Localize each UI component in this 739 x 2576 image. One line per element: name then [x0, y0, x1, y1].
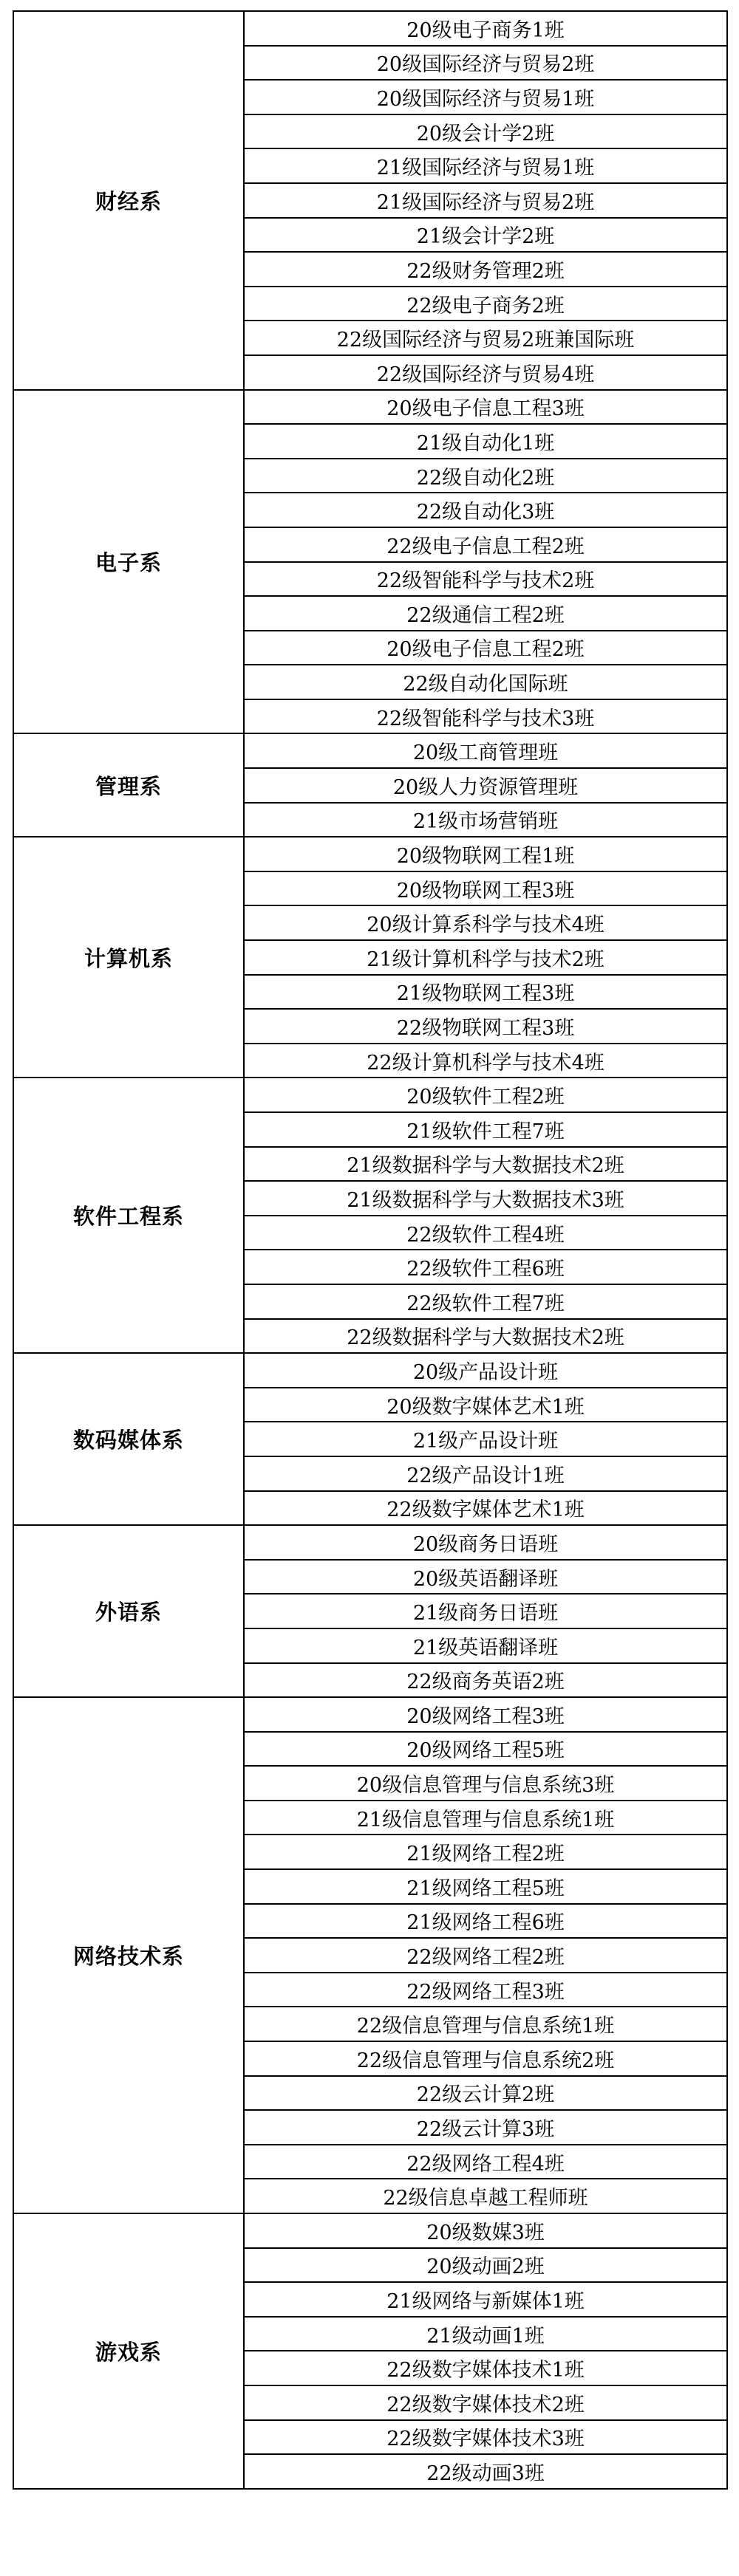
- class-name-cell: 21级动画1班: [244, 2317, 727, 2351]
- class-name-cell: 20级计算系科学与技术4班: [244, 905, 727, 940]
- class-name-cell: 21级国际经济与贸易2班: [244, 183, 727, 218]
- class-name-cell: 22级产品设计1班: [244, 1456, 727, 1491]
- class-name-cell: 21级产品设计班: [244, 1422, 727, 1456]
- department-name-cell: 计算机系: [13, 837, 244, 1078]
- class-name-cell: 21级信息管理与信息系统1班: [244, 1801, 727, 1835]
- class-name-cell: 22级数字媒体技术1班: [244, 2351, 727, 2385]
- class-name-cell: 20级数字媒体艺术1班: [244, 1388, 727, 1422]
- class-name-cell: 21级国际经济与贸易1班: [244, 148, 727, 183]
- class-name-cell: 22级计算机科学与技术4班: [244, 1044, 727, 1078]
- class-name-cell: 22级动画3班: [244, 2454, 727, 2489]
- table-row: [13, 390, 727, 425]
- class-name-cell: 21级数据科学与大数据技术2班: [244, 1147, 727, 1182]
- class-name-cell: 21级会计学2班: [244, 218, 727, 253]
- table-row: [13, 11, 727, 46]
- class-name-cell: 22级数字媒体艺术1班: [244, 1491, 727, 1526]
- department-name-cell: 财经系: [13, 11, 244, 390]
- class-name-cell: 22级云计算3班: [244, 2110, 727, 2145]
- class-name-cell: 20级物联网工程1班: [244, 837, 727, 871]
- department-name-cell: 外语系: [13, 1525, 244, 1697]
- document-page: [13, 10, 726, 2490]
- class-name-cell: 20级国际经济与贸易2班: [244, 46, 727, 80]
- class-name-cell: 21级网络工程6班: [244, 1904, 727, 1939]
- class-name-cell: 20级软件工程2班: [244, 1078, 727, 1112]
- class-name-cell: 20级电子信息工程2班: [244, 631, 727, 665]
- table-row: [13, 1697, 727, 1732]
- class-name-cell: 22级软件工程4班: [244, 1216, 727, 1250]
- department-name-cell: 数码媒体系: [13, 1353, 244, 1525]
- class-name-cell: 22级商务英语2班: [244, 1663, 727, 1698]
- class-name-cell: 22级自动化3班: [244, 493, 727, 527]
- table-row: [13, 1353, 727, 1388]
- class-name-cell: 22级国际经济与贸易4班: [244, 355, 727, 390]
- class-name-cell: 21级网络工程2班: [244, 1835, 727, 1869]
- table-row: [13, 1525, 727, 1560]
- class-name-cell: 20级产品设计班: [244, 1353, 727, 1388]
- class-name-cell: 20级信息管理与信息系统3班: [244, 1766, 727, 1801]
- table-row: [13, 733, 727, 768]
- class-name-cell: 20级国际经济与贸易1班: [244, 80, 727, 114]
- class-name-cell: 20级网络工程3班: [244, 1697, 727, 1732]
- class-name-cell: 21级商务日语班: [244, 1594, 727, 1628]
- class-name-cell: 21级软件工程7班: [244, 1112, 727, 1147]
- department-name-cell: 管理系: [13, 733, 244, 837]
- table-row: [13, 1078, 727, 1112]
- class-name-cell: 22级自动化国际班: [244, 665, 727, 699]
- class-name-cell: 22级信息管理与信息系统1班: [244, 2007, 727, 2041]
- department-name-cell: 网络技术系: [13, 1697, 244, 2213]
- class-name-cell: 20级电子信息工程3班: [244, 390, 727, 425]
- department-name-cell: 游戏系: [13, 2213, 244, 2489]
- class-name-cell: 20级人力资源管理班: [244, 768, 727, 803]
- class-name-cell: 21级物联网工程3班: [244, 975, 727, 1010]
- class-name-cell: 22级网络工程4班: [244, 2145, 727, 2179]
- class-name-cell: 20级工商管理班: [244, 733, 727, 768]
- class-name-cell: 22级国际经济与贸易2班兼国际班: [244, 321, 727, 355]
- department-name-cell: 软件工程系: [13, 1078, 244, 1353]
- class-name-cell: 20级电子商务1班: [244, 11, 727, 46]
- department-name-cell: 电子系: [13, 390, 244, 734]
- class-name-cell: 22级财务管理2班: [244, 252, 727, 287]
- class-name-cell: 20级商务日语班: [244, 1525, 727, 1560]
- class-name-cell: 21级计算机科学与技术2班: [244, 940, 727, 975]
- class-name-cell: 20级网络工程5班: [244, 1732, 727, 1767]
- class-name-cell: 21级数据科学与大数据技术3班: [244, 1181, 727, 1216]
- class-name-cell: 21级英语翻译班: [244, 1628, 727, 1663]
- class-name-cell: 22级智能科学与技术2班: [244, 562, 727, 597]
- class-name-cell: 21级网络工程5班: [244, 1869, 727, 1904]
- table-body: [13, 11, 727, 2489]
- table-row: [13, 2213, 727, 2248]
- class-name-cell: 22级数字媒体技术2班: [244, 2385, 727, 2420]
- class-name-cell: 22级电子商务2班: [244, 287, 727, 321]
- table-row: [13, 837, 727, 871]
- class-name-cell: 22级网络工程2班: [244, 1938, 727, 1973]
- class-name-cell: 22级数据科学与大数据技术2班: [244, 1319, 727, 1354]
- class-name-cell: 22级电子信息工程2班: [244, 527, 727, 562]
- class-name-cell: 22级云计算2班: [244, 2076, 727, 2111]
- class-name-cell: 20级英语翻译班: [244, 1560, 727, 1594]
- class-name-cell: 22级信息管理与信息系统2班: [244, 2041, 727, 2076]
- class-name-cell: 22级通信工程2班: [244, 596, 727, 631]
- class-name-cell: 22级网络工程3班: [244, 1973, 727, 2007]
- class-name-cell: 20级数媒3班: [244, 2213, 727, 2248]
- class-name-cell: 20级动画2班: [244, 2248, 727, 2283]
- class-name-cell: 22级物联网工程3班: [244, 1009, 727, 1044]
- class-name-cell: 22级数字媒体技术3班: [244, 2420, 727, 2455]
- class-name-cell: 21级网络与新媒体1班: [244, 2282, 727, 2317]
- class-name-cell: 21级自动化1班: [244, 424, 727, 459]
- class-name-cell: 21级市场营销班: [244, 803, 727, 837]
- class-name-cell: 20级会计学2班: [244, 114, 727, 149]
- class-name-cell: 20级物联网工程3班: [244, 871, 727, 906]
- class-name-cell: 22级智能科学与技术3班: [244, 699, 727, 734]
- class-name-cell: 22级自动化2班: [244, 459, 727, 493]
- department-class-table: [13, 10, 728, 2490]
- class-name-cell: 22级信息卓越工程师班: [244, 2179, 727, 2213]
- class-name-cell: 22级软件工程7班: [244, 1284, 727, 1319]
- class-name-cell: 22级软件工程6班: [244, 1250, 727, 1284]
